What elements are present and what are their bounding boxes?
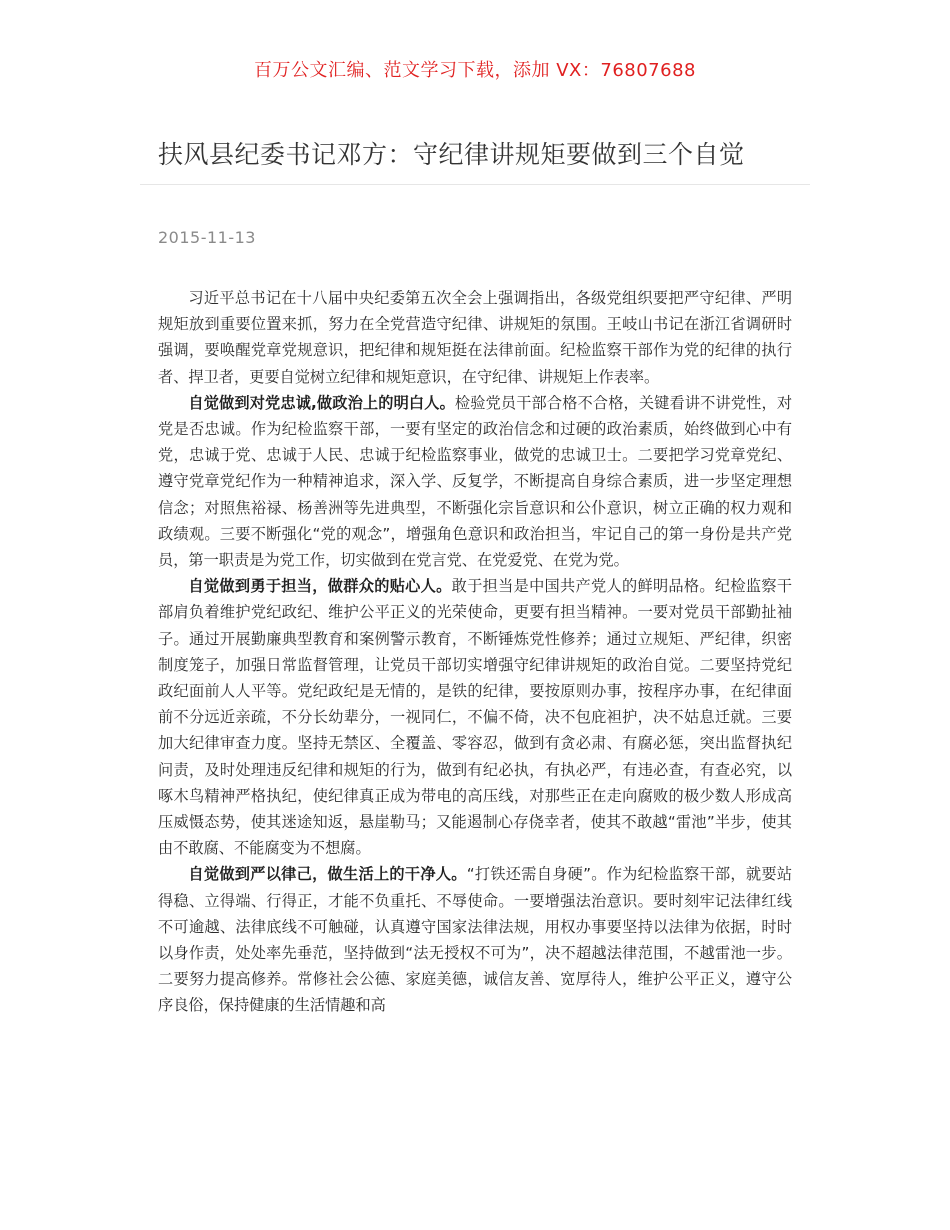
paragraph-lead: 自觉做到对党忠诚,做政治上的明白人。 (188, 393, 455, 412)
paragraph-2 (158, 390, 792, 573)
paragraph-text: 习近平总书记在十八届中央纪委第五次全会上强调指出，各级党组织要把严守纪律、严明规矩放到重要位置来抓，努力在全党营造守纪律、讲规矩的氛围。王岐山书记在浙江省调研时强调，要唤醒党章党规意识，把纪律和规矩挺在法律前面。纪检监察干部作为党的纪律的执行者、捍卫者，更要自觉树立纪律和规矩意识，在守纪律、讲规矩上作表率。 (158, 289, 792, 386)
publish-date: 2015-11-13 (158, 228, 256, 247)
paragraph-1 (158, 285, 792, 390)
paragraph-lead: 自觉做到严以律己，做生活上的干净人。 (188, 865, 467, 884)
paragraph-text: 检验党员干部合格不合格，关键看讲不讲党性，对党是否忠诚。作为纪检监察干部，一要有坚定的政治信念和过硬的政治素质，始终做到心中有党，忠诚于党、忠诚于人民、忠诚于纪检监察事业，做党的忠诚卫士。二要把学习党章党纪、遵守党章党纪作为一种精神追求，深入学、反复学，不断提高自身综合素质，进一步坚定理想信念；对照焦裕禄、杨善洲等先进典型，不断强化宗旨意识和公仆意识，树立正确的权力观和政绩观。三要不断强化“党的观念”，增强角色意识和政治担当，牢记自己的第一身份是共产党员，第一职责是为党工作，切实做到在党言党、在党爱党、在党为党。 (158, 393, 793, 570)
paragraph-3 (158, 573, 792, 861)
article-body (158, 285, 792, 1019)
paragraph-4 (158, 861, 792, 1018)
paragraph-text: “打铁还需自身硬”。作为纪检监察干部，就要站得稳、立得端、行得正，才能不负重托、不辱使命。一要增强法治意识。要时刻牢记法律红线不可逾越、法律底线不可触碰，认真遵守国家法律法规，用权办事要坚持以法律为依据，时时以身作责，处处率先垂范，坚持做到“法无授权不可为”，决不超越法律范围，不越雷池一步。二要努力提高修养。常修社会公德、家庭美德，诚信友善、宽厚待人，维护公平正义，遵守公序良俗，保持健康的生活情趣和高 (158, 865, 793, 1015)
article-title: 扶风县纪委书记邓方：守纪律讲规矩要做到三个自觉 (158, 140, 745, 169)
title-divider (140, 184, 810, 185)
header-banner: 百万公文汇编、范文学习下载，添加 VX：76807688 (254, 60, 696, 81)
paragraph-lead: 自觉做到勇于担当，做群众的贴心人。 (188, 577, 452, 596)
paragraph-text: 敢于担当是中国共产党人的鲜明品格。纪检监察干部肩负着维护党纪政纪、维护公平正义的光荣使命，更要有担当精神。一要对党员干部勤扯袖子。通过开展勤廉典型教育和案例警示教育，不断锤炼党性修养；通过立规矩、严纪律，织密制度笼子，加强日常监督管理，让党员干部切实增强守纪律讲规矩的政治自觉。二要坚持党纪政纪面前人人平等。党纪政纪是无情的，是铁的纪律，要按原则办事，按程序办事，在纪律面前不分远近亲疏，不分长幼辈分，一视同仁，不偏不倚，决不包庇袒护，决不姑息迁就。三要加大纪律审查力度。坚持无禁区、全覆盖、零容忍，做到有贪必肃、有腐必惩，突出监督执纪问责，及时处理违反纪律和规矩的行为，做到有纪必执，有执必严，有违必查，有查必究，以啄木鸟精神严格执纪，使纪律真正成为带电的高压线，对那些正在走向腐败的极少数人形成高压威慑态势，使其迷途知返，悬崖勒马；又能遏制心存侥幸者，使其不敢越“雷池”半步，使其由不敢腐、不能腐变为不想腐。 (158, 577, 793, 858)
